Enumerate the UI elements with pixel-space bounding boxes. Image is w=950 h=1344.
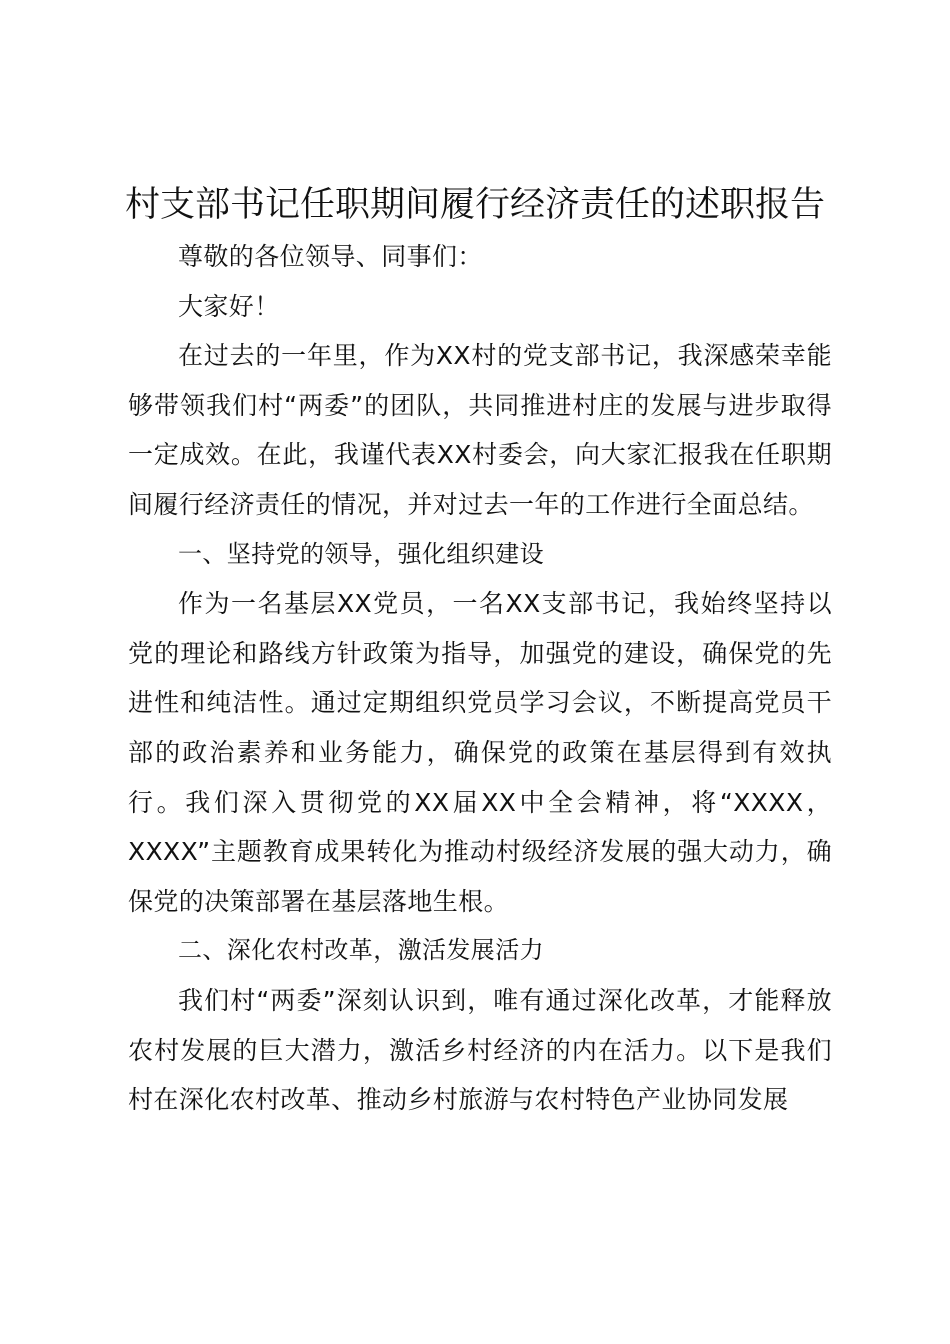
section-body-1: 作为一名基层XX党员，一名XX支部书记，我始终坚持以党的理论和路线方针政策为指导，加强党的建设，确保党的先进性和纯洁性。通过定期组织党员学习会议，不断提高党员干部的政治素养和业务能力，确保党的政策在基层得到有效执行。我们深入贯彻党的XX届XX中全会精神，将“XXXX，XXXX”主题教育成果转化为推动村级经济发展的强大动力，确保党的决策部署在基层落地生根。: [128, 589, 832, 916]
section-heading-2: 二、深化农村改革，激活发展活力: [178, 936, 544, 965]
document-title: 村支部书记任职期间履行经济责任的述职报告: [124, 185, 825, 225]
intro-paragraph: 在过去的一年里，作为XX村的党支部书记，我深感荣幸能够带领我们村“两委”的团队，共同推进村庄的发展与进步取得一定成效。在此，我谨代表XX村委会，向大家汇报我在任职期间履行经济责任的情况，并对过去一年的工作进行全面总结。: [128, 341, 832, 519]
salutation: 尊敬的各位领导、同事们：: [178, 242, 483, 271]
document-body: [128, 232, 832, 1125]
section-body-2: 我们村“两委”深刻认识到，唯有通过深化改革，才能释放农村发展的巨大潜力，激活乡村经济的内在活力。以下是我们村在深化农村改革、推动乡村旅游与农村特色产业协同发展: [128, 985, 832, 1115]
greeting: 大家好！: [178, 291, 280, 321]
section-heading-1: 一、坚持党的领导，强化组织建设: [178, 539, 544, 568]
